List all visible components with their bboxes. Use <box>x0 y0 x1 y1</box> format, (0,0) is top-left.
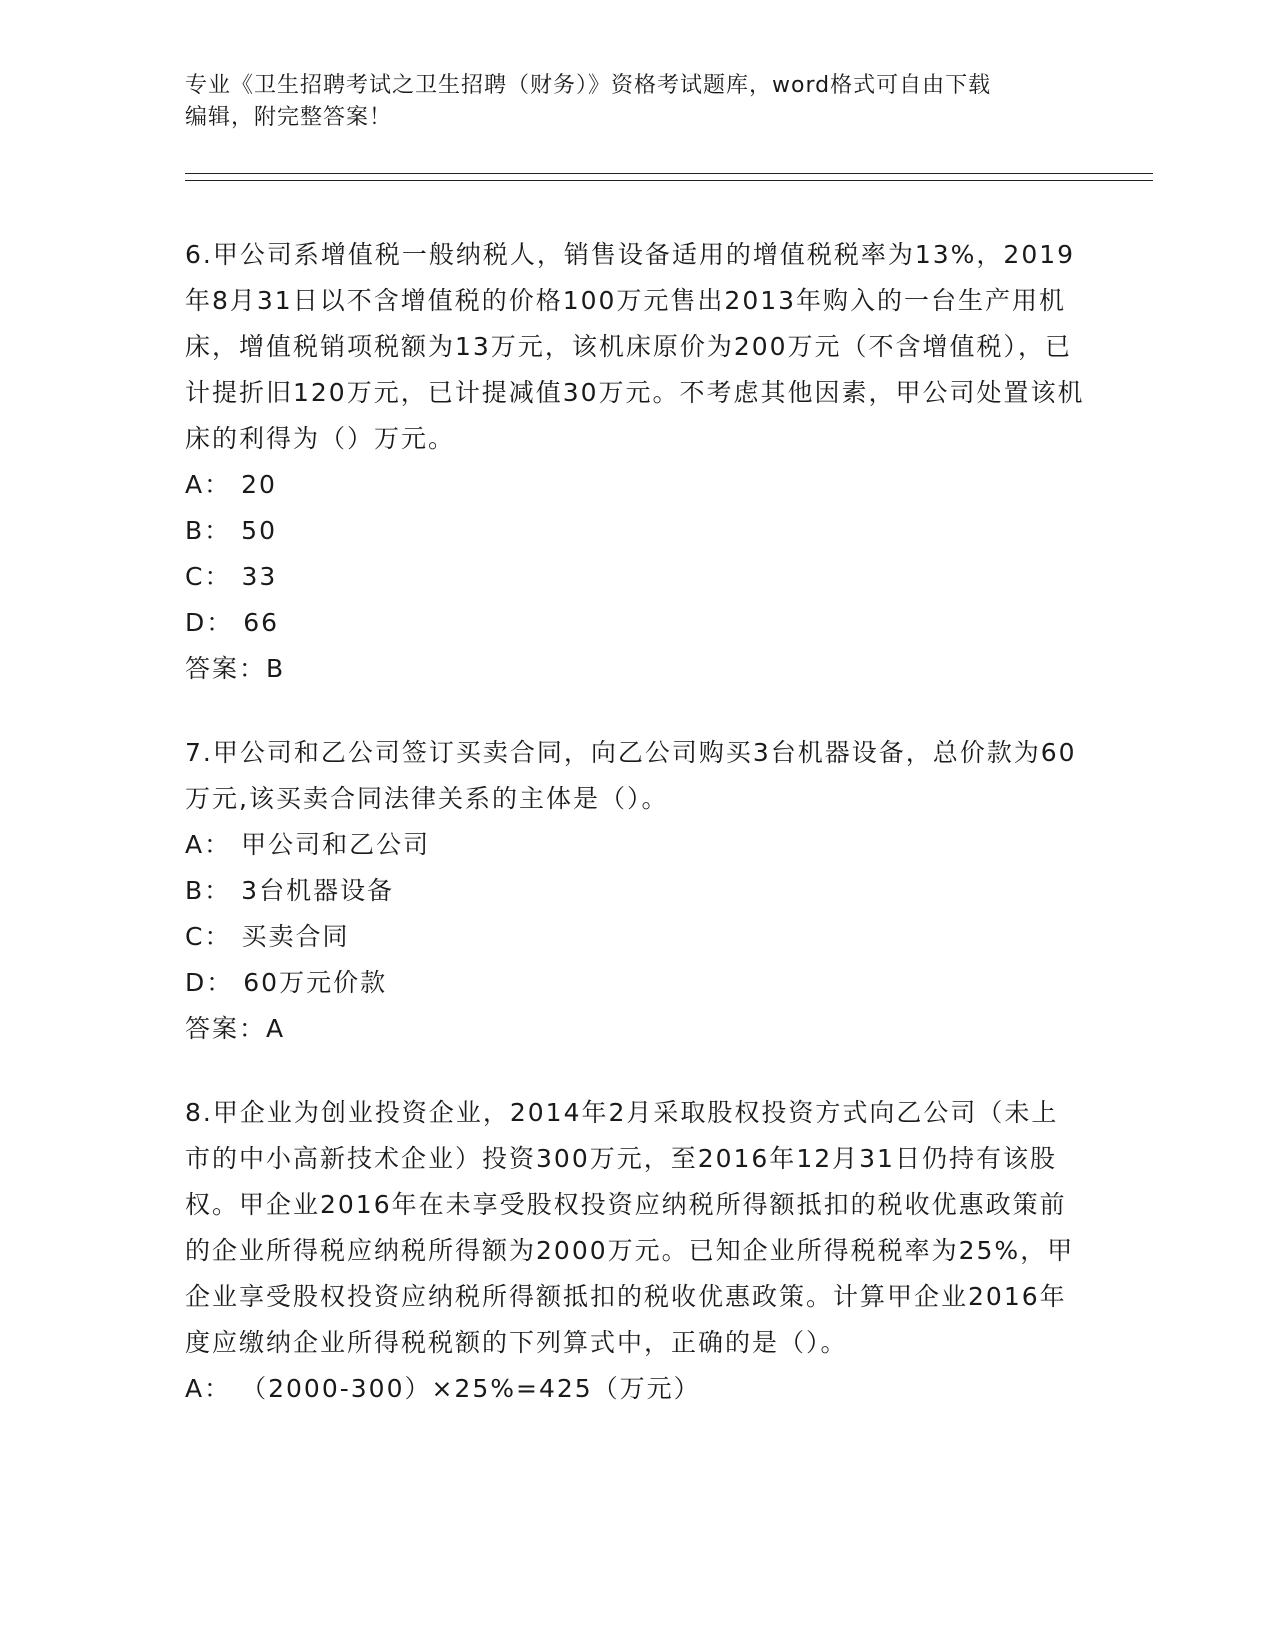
header-line-1: 专业《卫生招聘考试之卫生招聘（财务）》资格考试题库，word格式可自由下载 <box>185 73 992 98</box>
answer-label: 答案：B <box>185 654 286 683</box>
option-separator: ： <box>206 608 234 637</box>
option-value: 甲公司和乙公司 <box>241 830 431 859</box>
option-key: C <box>185 922 205 951</box>
question-7 <box>185 730 1085 1052</box>
option-key: A <box>185 1374 205 1403</box>
option-b <box>185 868 1085 914</box>
option-key: A <box>185 470 205 499</box>
option-d <box>185 600 1085 646</box>
option-separator: ： <box>204 470 232 499</box>
option-value: 50 <box>241 516 277 545</box>
option-value: 买卖合同 <box>241 922 350 951</box>
option-separator: ： <box>204 830 232 859</box>
option-a <box>185 462 1085 508</box>
option-key: B <box>185 876 205 905</box>
option-separator: ： <box>204 516 232 545</box>
question-text: 7.甲公司和乙公司签订买卖合同，向乙公司购买3台机器设备，总价款为60万元,该买卖合同法律关系的主体是（）。 <box>185 738 1077 813</box>
option-key: D <box>185 968 207 997</box>
option-b <box>185 508 1085 554</box>
option-key: C <box>185 562 205 591</box>
option-separator: ： <box>204 922 232 951</box>
option-separator: ： <box>204 876 232 905</box>
option-separator: ： <box>206 968 234 997</box>
option-value: 20 <box>241 470 277 499</box>
option-key: B <box>185 516 205 545</box>
header-divider-top <box>185 173 1153 174</box>
question-list <box>185 232 1085 1450</box>
question-8 <box>185 1090 1085 1412</box>
option-key: A <box>185 830 205 859</box>
option-separator: ： <box>204 1374 232 1403</box>
option-value: 3台机器设备 <box>241 876 395 905</box>
option-value: 66 <box>243 608 280 637</box>
document-header <box>185 70 1065 134</box>
option-a <box>185 1366 1085 1412</box>
header-divider-bottom <box>185 180 1153 181</box>
question-6 <box>185 232 1085 692</box>
option-c <box>185 914 1085 960</box>
option-c <box>185 554 1085 600</box>
option-value: （2000-300）×25%=425（万元） <box>241 1374 701 1403</box>
option-a <box>185 822 1085 868</box>
question-text: 6.甲公司系增值税一般纳税人，销售设备适用的增值税税率为13%，2019年8月31日以不含增值税的价格100万元售出2013年购入的一台生产用机床，增值税销项税额为13万元，该机床原价为200万元（不含增值税），已计提折旧120万元，已计提减值30万元。不考虑其他因素，甲公司处置该机床的利得为（）万元。 <box>185 240 1085 453</box>
option-value: 33 <box>241 562 278 591</box>
option-key: D <box>185 608 207 637</box>
option-d <box>185 960 1085 1006</box>
question-text: 8.甲企业为创业投资企业，2014年2月采取股权投资方式向乙公司（未上市的中小高新技术企业）投资300万元，至2016年12月31日仍持有该股权。甲企业2016年在未享受股权投资应纳税所得额抵扣的税收优惠政策前的企业所得税应纳税所得额为2000万元。已知企业所得税税率为25%，甲企业享受股权投资应纳税所得额抵扣的税收优惠政策。计算甲企业2016年度应缴纳企业所得税税额的下列算式中，正确的是（）。 <box>185 1098 1075 1357</box>
option-separator: ： <box>204 562 232 591</box>
header-line-2: 编辑，附完整答案！ <box>185 105 393 130</box>
answer-label: 答案：A <box>185 1014 286 1043</box>
option-value: 60万元价款 <box>243 968 388 997</box>
